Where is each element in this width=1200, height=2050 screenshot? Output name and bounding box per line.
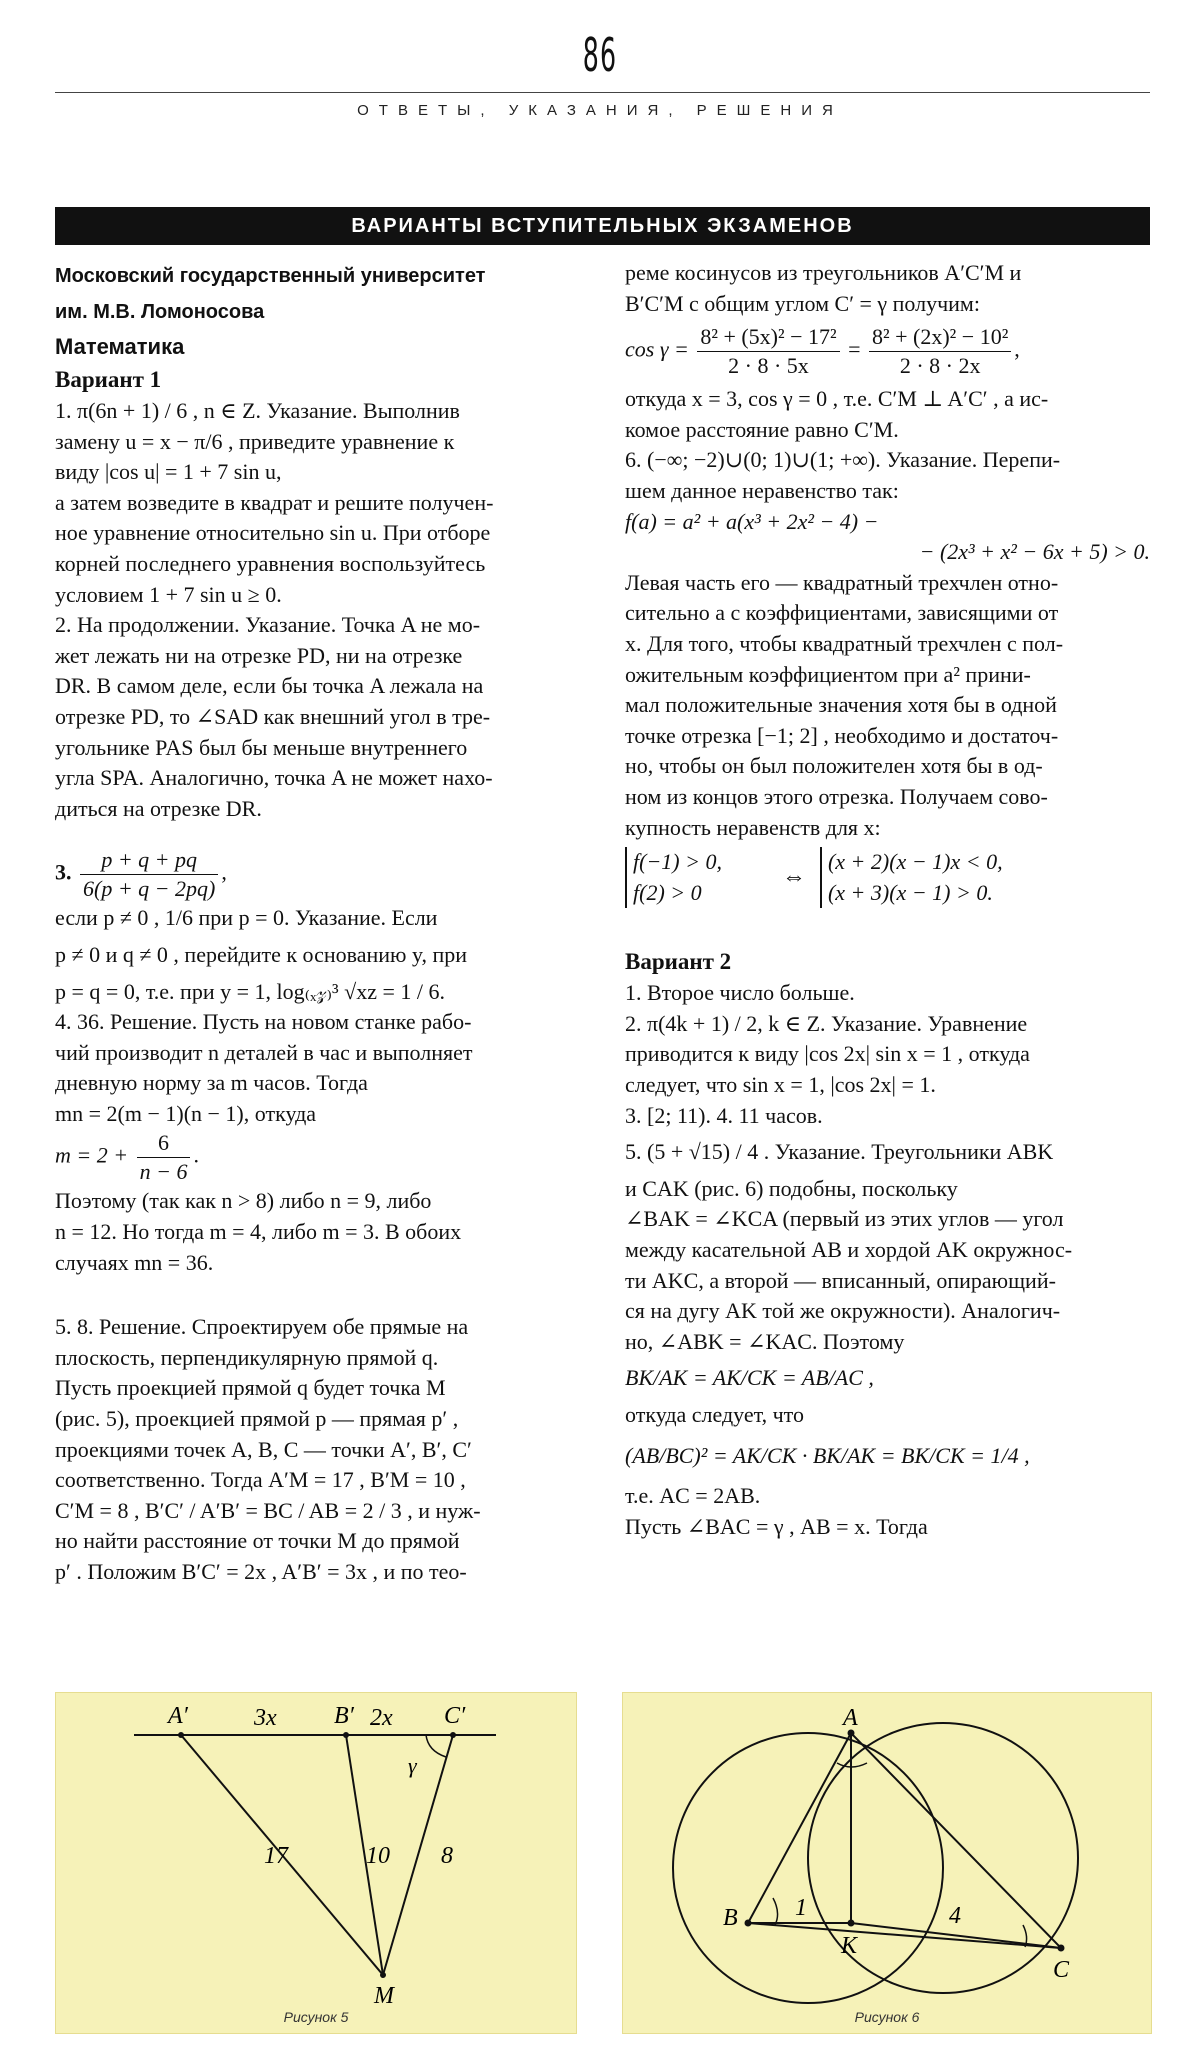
text-line: замену u = x − π/6 , приведите уравнение к bbox=[55, 428, 455, 454]
label-17: 17 bbox=[264, 1843, 288, 1869]
university-name-2: им. М.В. Ломоносова bbox=[55, 301, 265, 323]
label-4: 4 bbox=[949, 1903, 961, 1929]
text-line: диться на отрезке DR. bbox=[55, 795, 262, 821]
text-line: ся на дугу AK той же окружности). Аналогич- bbox=[625, 1298, 1061, 1324]
text-line: Пусть проекцией прямой q будет точка M bbox=[55, 1375, 446, 1401]
text-line: корней последнего уравнения воспользуйтесь bbox=[55, 550, 486, 576]
text-line: угольнике PAS был бы меньше внутреннего bbox=[55, 734, 468, 760]
text-line: 1. π(6n + 1) / 6 , n ∈ Z. Указание. Выполнив bbox=[55, 398, 460, 423]
fraction-denominator: 6(p + q − 2pq) bbox=[83, 876, 216, 902]
text-line: соответственно. Тогда A′M = 17 , B′M = 10 , bbox=[55, 1467, 466, 1493]
text-line: 2. На продолжении. Указание. Точка A не мо- bbox=[55, 612, 481, 638]
punct: . bbox=[193, 1143, 199, 1169]
text-line: сительно a с коэффициентами, зависящими от bbox=[625, 600, 1059, 626]
fraction-numerator: 8² + (5x)² − 17² bbox=[697, 323, 839, 352]
page-number: 86 bbox=[582, 28, 618, 82]
point-b bbox=[343, 1732, 349, 1738]
text-line: купность неравенств для x: bbox=[625, 814, 881, 840]
fraction-numerator: 6 bbox=[137, 1129, 191, 1158]
system-line: (x + 3)(x − 1) > 0. bbox=[827, 879, 993, 905]
label-a: A′ bbox=[168, 1703, 188, 1729]
answer-3-label: 3. bbox=[55, 859, 72, 885]
punct: , bbox=[221, 859, 227, 885]
label-c: C bbox=[1053, 1957, 1070, 1983]
variant-2-title: Вариант 2 bbox=[625, 949, 732, 975]
text-line: x. Для того, чтобы квадратный трехчлен с пол- bbox=[625, 630, 1064, 656]
label-3x: 3x bbox=[254, 1705, 277, 1731]
text-line: т.е. AC = 2AB. bbox=[625, 1483, 761, 1509]
text-line: виду |cos u| = 1 + 7 sin u, bbox=[55, 459, 282, 485]
label-gamma: γ bbox=[408, 1753, 417, 1778]
figure-6 bbox=[622, 1692, 1152, 2034]
text-line: 1. Второе число больше. bbox=[625, 980, 855, 1006]
variant-1-title: Вариант 1 bbox=[55, 367, 162, 392]
label-b: B bbox=[723, 1905, 738, 1931]
text-line: но, чтобы он был положителен хотя бы в од- bbox=[625, 753, 1043, 779]
text-line: угла SPA. Аналогично, точка A не может нахо- bbox=[55, 765, 493, 791]
text-line: случаях mn = 36. bbox=[55, 1249, 214, 1275]
formula-lhs: m = 2 + bbox=[55, 1143, 129, 1169]
text-line: 4. 36. Решение. Пусть на новом станке рабо- bbox=[55, 1009, 472, 1035]
text-line: Поэтому (так как n > 8) либо n = 9, либо bbox=[55, 1188, 432, 1214]
text-line: откуда x = 3, cos γ = 0 , т.е. C′M ⊥ A′C′ , а ис- bbox=[625, 386, 1049, 412]
figure-6-caption: Рисунок 6 bbox=[854, 2009, 920, 2025]
text-line: 6. (−∞; −2)∪(0; 1)∪(1; +∞). Указание. Перепи- bbox=[625, 447, 1061, 473]
header-rule bbox=[55, 92, 1150, 93]
fraction bbox=[869, 323, 1011, 380]
text-line: ном из концов этого отрезка. Получаем сово- bbox=[625, 783, 1048, 809]
answer-3-formula bbox=[55, 846, 575, 903]
spacer bbox=[55, 824, 575, 846]
figure-5 bbox=[55, 1692, 577, 2034]
text-line: если p ≠ 0 , 1/6 при p = 0. Указание. Если bbox=[55, 905, 438, 931]
text-line: а затем возведите в квадрат и решите получен- bbox=[55, 489, 494, 515]
label-10: 10 bbox=[366, 1843, 390, 1869]
text-line: mn = 2(m − 1)(n − 1), откуда bbox=[55, 1100, 317, 1126]
text-line: но найти расстояние от точки M до прямой bbox=[55, 1528, 460, 1554]
fraction-denominator: 2 · 8 · 2x bbox=[899, 353, 981, 379]
ratio-formula-2: (AB/BC)² = AK/CK · BK/AK = BK/CK = 1/4 , bbox=[625, 1442, 1030, 1468]
angle-arc-b bbox=[773, 1898, 778, 1925]
text-line: 2. π(4k + 1) / 2, k ∈ Z. Указание. Уравнение bbox=[625, 1010, 1028, 1036]
text-line: проекциями точек A, B, C — точки A′, B′, C′ bbox=[55, 1436, 472, 1462]
text-line: (рис. 5), проекцией прямой p — прямая p′ , bbox=[55, 1406, 459, 1432]
label-m: M bbox=[374, 1983, 394, 2009]
section-band: ВАРИАНТЫ ВСТУПИТЕЛЬНЫХ ЭКЗАМЕНОВ bbox=[55, 207, 1150, 245]
label-2x: 2x bbox=[370, 1705, 393, 1731]
text-line: плоскость, перпендикулярную прямой q. bbox=[55, 1344, 439, 1370]
fraction-denominator: n − 6 bbox=[139, 1159, 188, 1185]
system-line: f(2) > 0 bbox=[633, 879, 702, 905]
text-line: ное уравнение относительно sin u. При отборе bbox=[55, 520, 491, 546]
text-line: ожительным коэффициентом при a² прини- bbox=[625, 661, 1031, 687]
label-b: B′ bbox=[334, 1703, 354, 1729]
cosine-formula bbox=[625, 323, 1150, 380]
answer-4-formula bbox=[55, 1129, 575, 1186]
fraction bbox=[80, 846, 218, 903]
text-line: p ≠ 0 и q ≠ 0 , перейдите к основанию y, при bbox=[55, 941, 468, 967]
ratio-formula-1: BK/AK = AK/CK = AB/AC , bbox=[625, 1365, 874, 1391]
formula-lhs: cos γ = bbox=[625, 336, 689, 362]
fraction-numerator: p + q + pq bbox=[80, 846, 218, 875]
right-column bbox=[625, 258, 1150, 1542]
text-line: 3. [2; 11). 4. 11 часов. bbox=[625, 1102, 823, 1128]
text-line: приводится к виду |cos 2x| sin x = 1 , откуда bbox=[625, 1041, 1030, 1067]
fraction bbox=[697, 323, 839, 380]
text-line: 5. (5 + √15) / 4 . Указание. Треугольники ABK bbox=[625, 1139, 1054, 1165]
point-b bbox=[745, 1920, 752, 1927]
text-line: точке отрезка [−1; 2] , необходимо и достаточ- bbox=[625, 722, 1059, 748]
text-line: комое расстояние равно C′M. bbox=[625, 416, 899, 442]
text-line: p = q = 0, т.е. при y = 1, log₍ₓ𝓏₎³ √xz = 1 / 6. bbox=[55, 978, 445, 1004]
text-line: жет лежать ни на отрезке PD, ни на отрезке bbox=[55, 642, 463, 668]
text-line: p′ . Положим B′C′ = 2x , A′B′ = 3x , и по тео- bbox=[55, 1559, 467, 1584]
text-line: f(a) = a² + a(x³ + 2x² − 4) − bbox=[625, 508, 879, 534]
text-line: DR. В самом деле, если бы точка A лежала на bbox=[55, 673, 484, 699]
label-a: A bbox=[843, 1705, 858, 1731]
point-k bbox=[848, 1920, 855, 1927]
text-line: чий производит n деталей в час и выполняет bbox=[55, 1039, 473, 1065]
label-c: C′ bbox=[444, 1703, 466, 1729]
equivalence-arrow: ⇔ bbox=[781, 864, 806, 891]
text-line: реме косинусов из треугольников A′C′M и bbox=[625, 260, 1022, 285]
label-1: 1 bbox=[795, 1895, 807, 1921]
text-line: между касательной AB и хордой AK окружнос- bbox=[625, 1237, 1073, 1263]
label-k: K bbox=[841, 1933, 858, 1959]
text-line: но, ∠ABK = ∠KAC. Поэтому bbox=[625, 1328, 905, 1354]
point-a bbox=[178, 1732, 184, 1738]
punct: , bbox=[1014, 336, 1020, 362]
text-line: условием 1 + 7 sin u ≥ 0. bbox=[55, 581, 282, 607]
text-line: дневную норму за m часов. Тогда bbox=[55, 1070, 368, 1096]
figure-6-drawing bbox=[623, 1693, 1151, 2033]
inequality-system bbox=[625, 847, 1150, 908]
spacer bbox=[625, 912, 1150, 946]
text-line: отрезке PD, то ∠SAD как внешний угол в тре- bbox=[55, 703, 491, 729]
label-8: 8 bbox=[441, 1843, 453, 1869]
text-line: мал положительные значения хотя бы в одной bbox=[625, 692, 1057, 718]
spacer bbox=[55, 1278, 575, 1312]
system-line: f(−1) > 0, bbox=[633, 849, 722, 875]
system-left bbox=[625, 847, 722, 908]
figure-5-caption: Рисунок 5 bbox=[283, 2009, 349, 2025]
text-line: и CAK (рис. 6) подобны, поскольку bbox=[625, 1175, 958, 1201]
text-line: Левая часть его — квадратный трехчлен отно- bbox=[625, 569, 1059, 595]
text-line: шем данное неравенство так: bbox=[625, 477, 899, 503]
text-line: ∠BAK = ∠KCA (первый из этих углов — угол bbox=[625, 1206, 1064, 1232]
text-line: откуда следует, что bbox=[625, 1402, 805, 1427]
system-right bbox=[820, 847, 1003, 908]
inequality-continuation: − (2x³ + x² − 6x + 5) > 0. bbox=[919, 539, 1150, 565]
text-line: B′C′M с общим углом C′ = γ получим: bbox=[625, 290, 980, 316]
angle-gamma-arc bbox=[426, 1735, 446, 1757]
text-line: C′M = 8 , B′C′ / A′B′ = BC / AB = 2 / 3 , и нуж- bbox=[55, 1497, 481, 1523]
equals-sign: = bbox=[848, 336, 861, 362]
fraction bbox=[137, 1129, 191, 1186]
figure-5-drawing bbox=[56, 1693, 576, 2033]
point-c bbox=[1058, 1945, 1065, 1952]
fraction-denominator: 2 · 8 · 5x bbox=[728, 353, 809, 379]
fraction-numerator: 8² + (2x)² − 10² bbox=[869, 323, 1011, 352]
point-m bbox=[380, 1972, 386, 1978]
university-name-1: Московский государственный университет bbox=[55, 265, 486, 287]
subject-title: Математика bbox=[55, 334, 185, 359]
text-line: Пусть ∠BAC = γ , AB = x. Тогда bbox=[625, 1513, 928, 1539]
text-line: 5. 8. Решение. Спроектируем обе прямые на bbox=[55, 1314, 469, 1340]
text-line: n = 12. Но тогда m = 4, либо m = 3. В обоих bbox=[55, 1219, 462, 1245]
text-line: ти AKC, а второй — вписанный, опирающий- bbox=[625, 1267, 1056, 1293]
point-c bbox=[450, 1732, 456, 1738]
left-column bbox=[55, 258, 575, 1588]
system-line: (x + 2)(x − 1)x < 0, bbox=[827, 849, 1003, 875]
text-line: следует, что sin x = 1, |cos 2x| = 1. bbox=[625, 1072, 936, 1098]
running-head: ОТВЕТЫ, УКАЗАНИЯ, РЕШЕНИЯ bbox=[357, 102, 843, 119]
